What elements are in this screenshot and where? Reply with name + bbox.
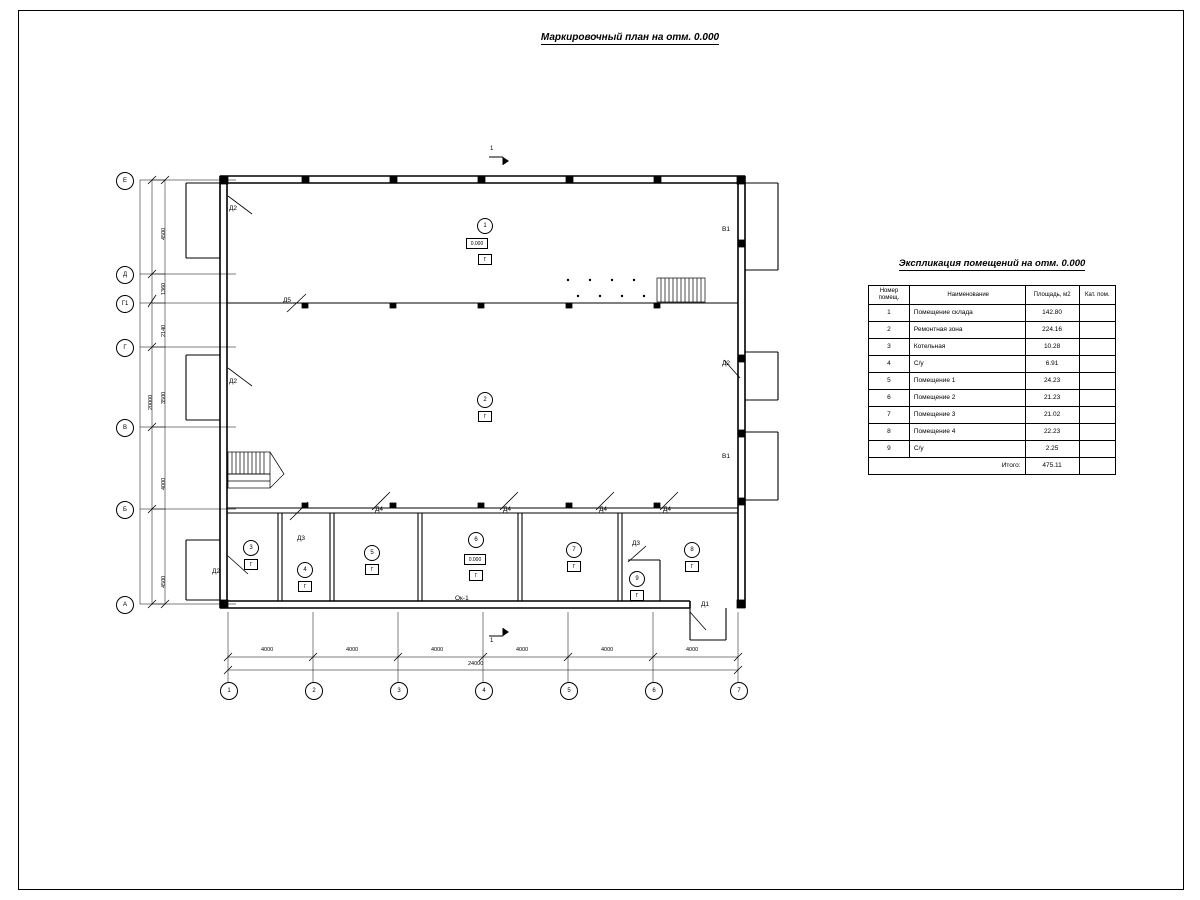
door-label-d4-3: Д4 — [599, 506, 608, 513]
cell-number: 4 — [869, 356, 910, 373]
explication-title-text: Экспликация помещений на отм. 0.000 — [898, 258, 1086, 269]
total-category — [1079, 458, 1115, 475]
explication-table — [868, 285, 1116, 475]
axis-marker-e: Е — [116, 172, 134, 190]
cell-name: Помещение 4 — [909, 424, 1025, 441]
cell-area: 24.23 — [1025, 373, 1079, 390]
dim-left-total: 20000 — [148, 394, 154, 410]
cell-area: 22.23 — [1025, 424, 1079, 441]
table-row — [869, 424, 1116, 441]
cell-area: 142.80 — [1025, 305, 1079, 322]
fire-cat-8: Г — [685, 561, 699, 572]
dim-bottom-5: 4000 — [601, 647, 614, 653]
explication-title — [868, 258, 1116, 269]
dim-bottom-6: 4000 — [686, 647, 699, 653]
door-label-d2-c: Д2 — [212, 568, 221, 575]
table-row — [869, 305, 1116, 322]
axis-marker-v: В — [116, 419, 134, 437]
fire-cat-9: Г — [630, 590, 644, 601]
axis-marker-5: 5 — [560, 682, 578, 700]
cell-number: 7 — [869, 407, 910, 424]
room-number-9: 9 — [629, 571, 645, 587]
cell-number: 1 — [869, 305, 910, 322]
column-header-number: Номер помещ. — [869, 286, 910, 305]
room-number-5: 5 — [364, 545, 380, 561]
dim-left-5: 1360 — [161, 282, 167, 295]
door-label-d4-2: Д4 — [503, 506, 512, 513]
fire-cat-3: Г — [244, 559, 258, 570]
room-number-6: 6 — [468, 532, 484, 548]
total-label: Итого: — [869, 458, 1026, 475]
axis-marker-2: 2 — [305, 682, 323, 700]
dim-left-3: 3500 — [161, 391, 167, 404]
section-mark-bottom: 1 — [490, 638, 494, 644]
room-number-2: 2 — [477, 392, 493, 408]
table-total-row — [869, 458, 1116, 475]
door-label-d3-2: Д3 — [632, 540, 641, 547]
cell-category — [1079, 305, 1115, 322]
cell-category — [1079, 407, 1115, 424]
cell-number: 3 — [869, 339, 910, 356]
window-label-ok1: Ок-1 — [455, 595, 469, 602]
dim-bottom-total: 24000 — [468, 661, 484, 667]
fire-cat-7: Г — [567, 561, 581, 572]
level-tag-2: 0.000 — [464, 554, 486, 565]
cell-category — [1079, 373, 1115, 390]
room-number-4: 4 — [297, 562, 313, 578]
cell-area: 10.28 — [1025, 339, 1079, 356]
column-header-name: Наименование — [909, 286, 1025, 305]
cell-area: 21.23 — [1025, 390, 1079, 407]
axis-marker-g1: Г1 — [116, 295, 134, 313]
axis-marker-a: А — [116, 596, 134, 614]
dim-bottom-2: 4000 — [346, 647, 359, 653]
axis-marker-4: 4 — [475, 682, 493, 700]
door-label-d4-4: Д4 — [663, 506, 672, 513]
room-number-7: 7 — [566, 542, 582, 558]
dim-left-1: 4500 — [161, 227, 167, 240]
door-label-d2-d: Д2 — [722, 360, 731, 367]
axis-marker-g: Г — [116, 339, 134, 357]
cell-area: 21.02 — [1025, 407, 1079, 424]
room-number-1: 1 — [477, 218, 493, 234]
fire-cat-2: Г — [478, 411, 492, 422]
table-row — [869, 356, 1116, 373]
cell-name: Котельная — [909, 339, 1025, 356]
cell-name: Помещение 1 — [909, 373, 1025, 390]
cell-name: Ремонтная зона — [909, 322, 1025, 339]
door-label-d4-1: Д4 — [375, 506, 384, 513]
dim-bottom-4: 4000 — [516, 647, 529, 653]
table-row — [869, 339, 1116, 356]
fire-cat-1: Г — [478, 254, 492, 265]
table-header-row — [869, 286, 1116, 305]
axis-marker-d: Д — [116, 266, 134, 284]
room-number-3: 3 — [243, 540, 259, 556]
total-value: 475.11 — [1025, 458, 1079, 475]
fire-cat-4: Г — [298, 581, 312, 592]
plan-title-text: Маркировочный план на отм. 0.000 — [540, 32, 720, 43]
axis-marker-3: 3 — [390, 682, 408, 700]
door-label-d5: Д5 — [283, 297, 292, 304]
table-row — [869, 390, 1116, 407]
cell-name: Помещение 2 — [909, 390, 1025, 407]
door-label-d2-b: Д2 — [229, 378, 238, 385]
cell-name: С/у — [909, 356, 1025, 373]
table-row — [869, 373, 1116, 390]
cell-number: 9 — [869, 441, 910, 458]
door-label-d2-a: Д2 — [229, 205, 238, 212]
dim-bottom-3: 4000 — [431, 647, 444, 653]
fire-cat-6: Г — [469, 570, 483, 581]
dim-left-4: 2140 — [161, 324, 167, 337]
axis-marker-1: 1 — [220, 682, 238, 700]
cell-name: С/у — [909, 441, 1025, 458]
cell-name: Помещение 3 — [909, 407, 1025, 424]
axis-marker-7: 7 — [730, 682, 748, 700]
cell-number: 8 — [869, 424, 910, 441]
cell-area: 2.25 — [1025, 441, 1079, 458]
axis-marker-b: Б — [116, 501, 134, 519]
dim-bottom-1: 4000 — [261, 647, 274, 653]
column-header-category: Кат. пом. — [1079, 286, 1115, 305]
dim-left-6: 4500 — [161, 575, 167, 588]
cell-category — [1079, 356, 1115, 373]
room-number-8: 8 — [684, 542, 700, 558]
table-row — [869, 322, 1116, 339]
cell-category — [1079, 390, 1115, 407]
gate-label-v1-bottom: В1 — [722, 453, 730, 460]
cell-category — [1079, 322, 1115, 339]
cell-number: 6 — [869, 390, 910, 407]
fire-cat-5: Г — [365, 564, 379, 575]
gate-label-v1-top: В1 — [722, 226, 730, 233]
cell-category — [1079, 339, 1115, 356]
table-row — [869, 407, 1116, 424]
dim-left-2: 4000 — [161, 477, 167, 490]
level-tag-1: 0.000 — [466, 238, 488, 249]
door-label-d3-1: Д3 — [297, 535, 306, 542]
cell-area: 6.91 — [1025, 356, 1079, 373]
column-header-area: Площадь, м2 — [1025, 286, 1079, 305]
door-label-d1: Д1 — [701, 601, 710, 608]
cell-category — [1079, 441, 1115, 458]
cell-category — [1079, 424, 1115, 441]
cell-area: 224.16 — [1025, 322, 1079, 339]
section-mark-top: 1 — [490, 146, 494, 152]
cell-name: Помещение склада — [909, 305, 1025, 322]
cell-number: 5 — [869, 373, 910, 390]
cell-number: 2 — [869, 322, 910, 339]
table-row — [869, 441, 1116, 458]
axis-marker-6: 6 — [645, 682, 663, 700]
